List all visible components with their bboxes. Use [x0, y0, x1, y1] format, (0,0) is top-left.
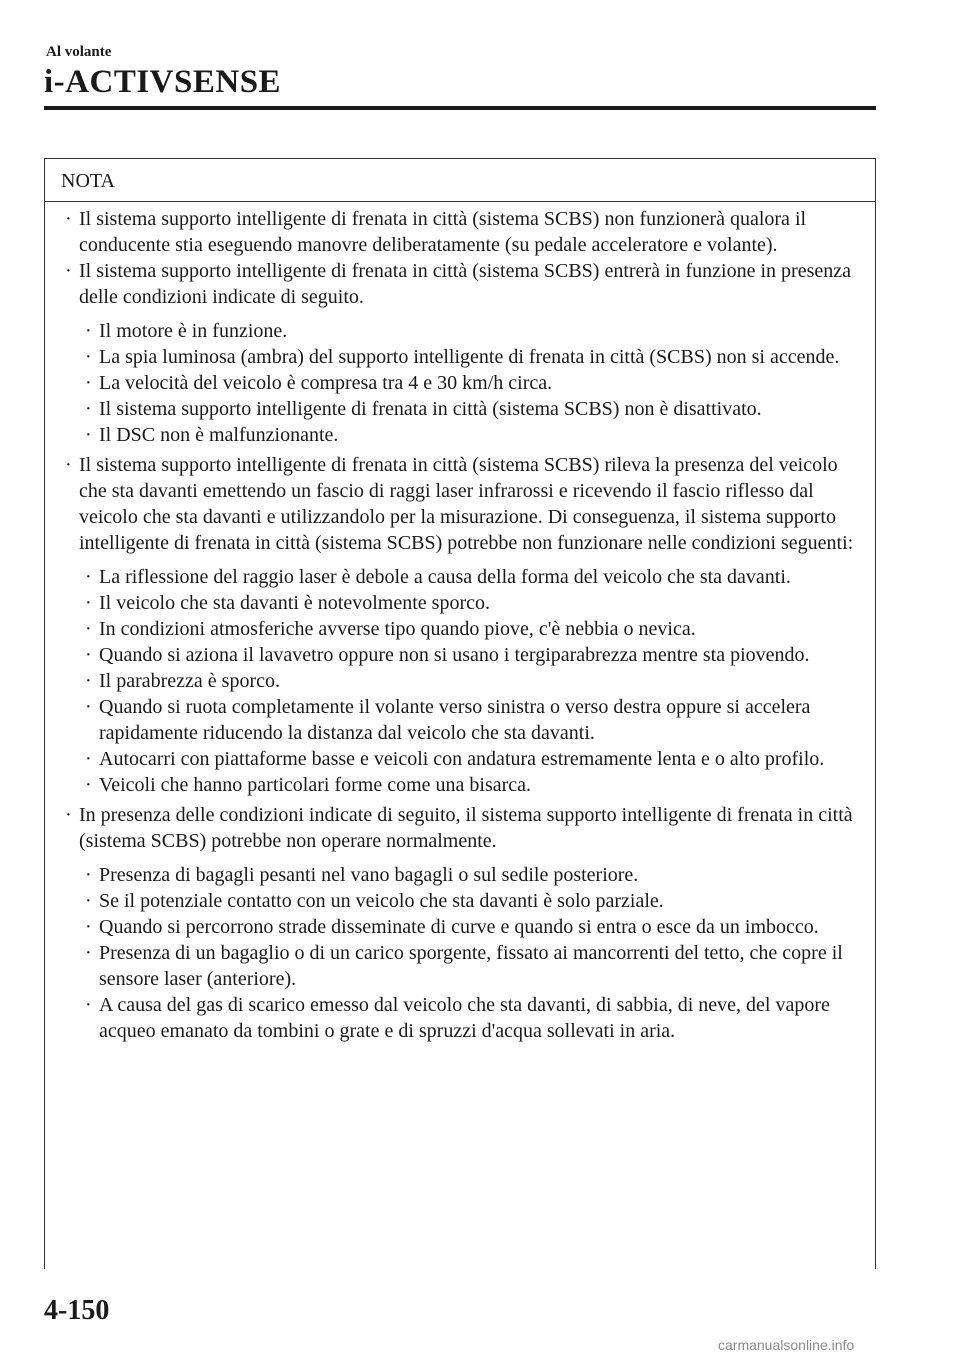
note-bullet-2-sublist [45, 318, 855, 448]
list-item: · Il sistema supporto intelligente di frenata in città (sistema SCBS) non è disattivato. [45, 396, 855, 422]
note-body [45, 202, 875, 1044]
list-item: · Quando si percorrono strade disseminate di curve e quando si entra o esce da un imbocco. [45, 914, 855, 940]
list-item: · In condizioni atmosferiche avverse tipo quando piove, c'è nebbia o nevica. [45, 616, 855, 642]
list-item: · Quando si ruota completamente il volante verso sinistra o verso destra oppure si accelera rapidamente riducendo la distanza dal veicolo che sta davanti. [45, 694, 855, 746]
note-bullet-2: · Il sistema supporto intelligente di frenata in città (sistema SCBS) entrerà in funzione in presenza delle condizioni indicate di seguito. [45, 258, 855, 310]
list-item: · Il veicolo che sta davanti è notevolmente sporco. [45, 590, 855, 616]
section-label: Al volante [46, 44, 112, 60]
note-bullet-3-sublist [45, 564, 855, 798]
list-item: · La spia luminosa (ambra) del supporto intelligente di frenata in città (SCBS) non si accende. [45, 344, 855, 370]
note-bullet-3: · Il sistema supporto intelligente di frenata in città (sistema SCBS) rileva la presenza del veicolo che sta davanti emettendo un fascio di raggi laser infrarossi e ricevendo il fascio riflesso dal veicolo che sta davanti e utilizzandolo per la misurazione. Di conseguenza, il sistema supporto intelligente di frenata in città (sistema SCBS) potrebbe non funzionare nelle condizioni seguenti: [45, 452, 855, 556]
note-title: NOTA [45, 159, 875, 202]
header-divider [44, 106, 876, 110]
list-item: · Se il potenziale contatto con un veicolo che sta davanti è solo parziale. [45, 888, 855, 914]
list-item: · Presenza di un bagaglio o di un carico sporgente, fissato ai mancorrenti del tetto, che copre il sensore laser (anteriore). [45, 940, 855, 992]
list-item: · La riflessione del raggio laser è debole a causa della forma del veicolo che sta davanti. [45, 564, 855, 590]
note-bullet-1: · Il sistema supporto intelligente di frenata in città (sistema SCBS) non funzionerà qualora il conducente stia eseguendo manovre deliberatamente (su pedale acceleratore e volante). [45, 206, 855, 258]
list-item: · La velocità del veicolo è compresa tra 4 e 30 km/h circa. [45, 370, 855, 396]
page-number: 4-150 [44, 1295, 110, 1326]
list-item: · Il DSC non è malfunzionante. [45, 422, 855, 448]
list-item: · Autocarri con piattaforme basse e veicoli con andatura estremamente lenta e o alto profilo. [45, 746, 855, 772]
list-item: · Veicoli che hanno particolari forme come una bisarca. [45, 772, 855, 798]
note-box [44, 158, 876, 1269]
note-bullet-4: · In presenza delle condizioni indicate di seguito, il sistema supporto intelligente di frenata in città (sistema SCBS) potrebbe non operare normalmente. [45, 802, 855, 854]
watermark: carmanualsonline.info [718, 1337, 855, 1353]
list-item: · Il parabrezza è sporco. [45, 668, 855, 694]
note-bullet-4-sublist [45, 862, 855, 1044]
list-item: · A causa del gas di scarico emesso dal veicolo che sta davanti, di sabbia, di neve, del vapore acqueo emanato da tombini o grate e di spruzzi d'acqua sollevati in aria. [45, 992, 855, 1044]
chapter-title: i-ACTIVSENSE [44, 64, 282, 100]
list-item: · Il motore è in funzione. [45, 318, 855, 344]
list-item: · Presenza di bagagli pesanti nel vano bagagli o sul sedile posteriore. [45, 862, 855, 888]
list-item: · Quando si aziona il lavavetro oppure non si usano i tergiparabrezza mentre sta piovendo. [45, 642, 855, 668]
